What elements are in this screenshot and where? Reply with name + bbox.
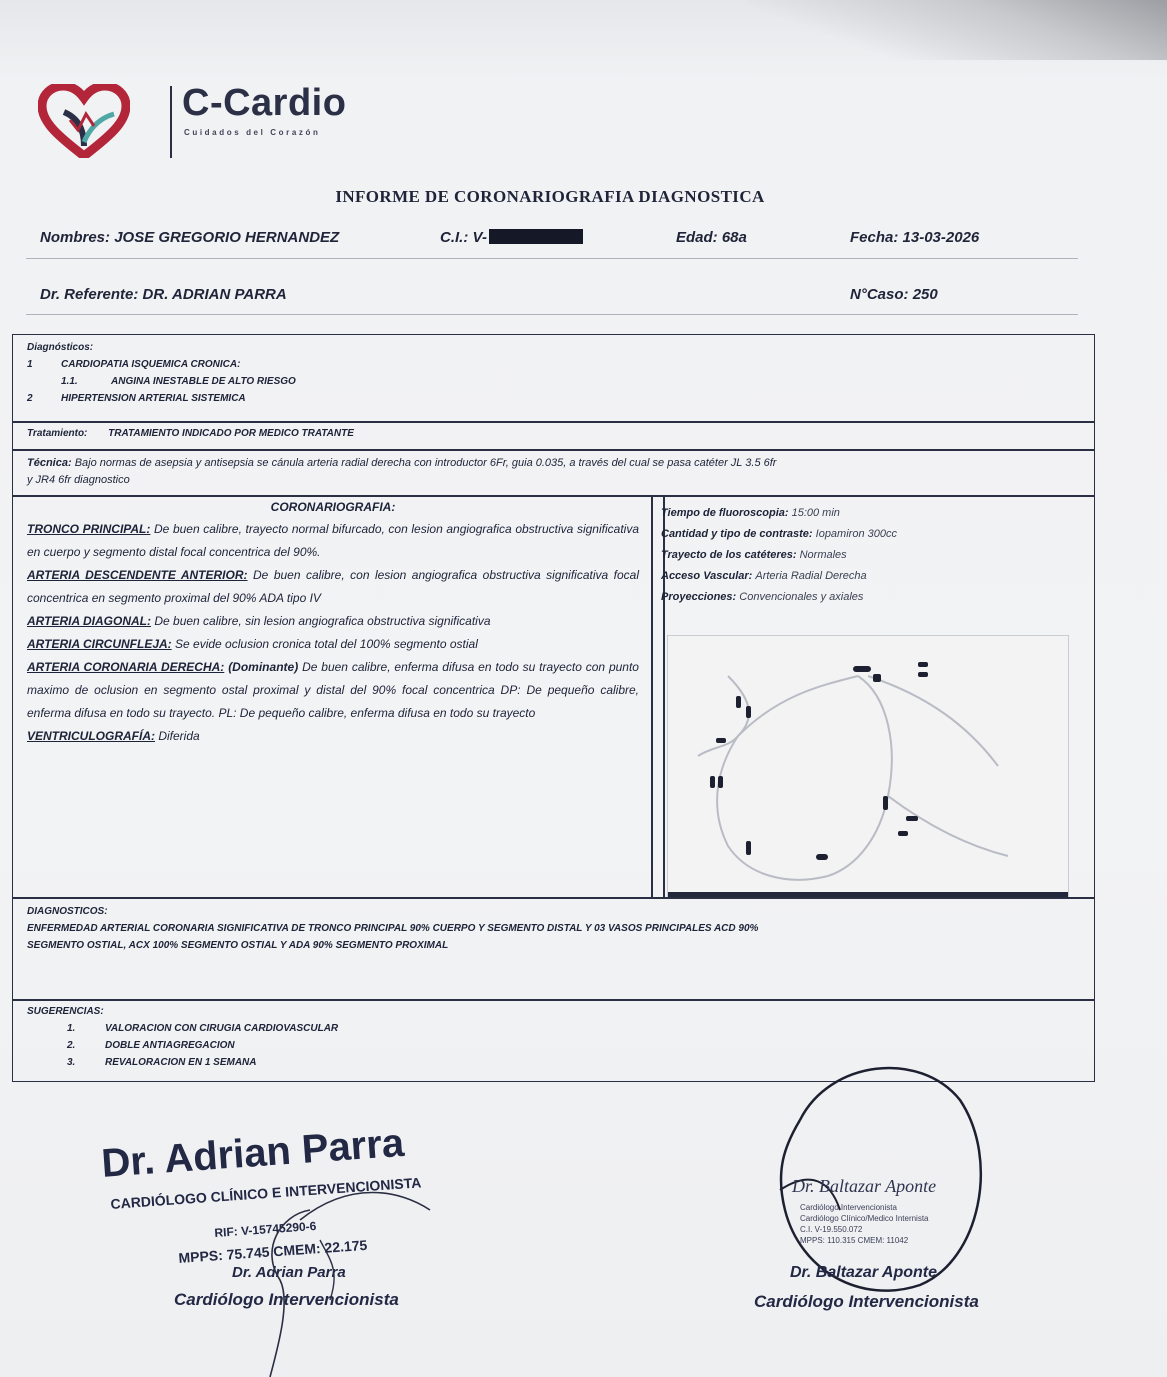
signature-right-name: Dr. Baltazar Aponte (790, 1264, 937, 1281)
row-divider (13, 897, 1094, 899)
circunfleja-text: Se evide oclusion cronica total del 100% segmento ostial (175, 637, 478, 651)
header-divider-2 (26, 314, 1078, 315)
item-num: 1 (27, 359, 33, 370)
info-label: Trayecto de los catéteres: (661, 549, 797, 561)
info-label: Proyecciones: (661, 591, 737, 603)
item-num: 3. (67, 1057, 76, 1068)
technique-line-1: Bajo normas de asepsia y antisepsia se cánula arteria radial derecha con introductor 6Fr, guia 0.035, a través del cual se pasa catéter JL 3.5 6fr (74, 457, 777, 469)
case-number (850, 286, 938, 303)
clinic-logo (38, 84, 358, 164)
item-num: 2. (67, 1040, 76, 1051)
stamp-right-name: Dr. Baltazar Aponte (792, 1176, 937, 1196)
technique-label: Técnica: (27, 457, 72, 469)
clinic-tagline: Cuidados del Corazón (184, 128, 321, 137)
suggestion-item (27, 1037, 338, 1054)
info-value: Convencionales y axiales (739, 591, 864, 603)
item-text: VALORACION CON CIRUGIA CARDIOVASCULAR (105, 1023, 339, 1034)
final-diagnostics-label: DIAGNOSTICOS: (27, 906, 108, 917)
stamp-right-details (800, 1202, 929, 1246)
signature-right-scribble (770, 1050, 1010, 1300)
clinic-name: C-Cardio (182, 82, 347, 124)
stamp-line: Cardiólogo Intervencionista (800, 1203, 897, 1212)
signature-left-sign-name: Dr. Adrian Parra (232, 1264, 346, 1281)
treatment-label: Tratamiento: (27, 428, 88, 439)
info-label: Acceso Vascular: (661, 570, 753, 582)
tronco-text: De buen calibre, trayecto normal bifurcado, con lesion angiografica obstructiva significativa en cuerpo y segmento distal focal concentrica del 90%. (27, 522, 639, 559)
coronary-diagram (667, 635, 1069, 899)
stamp-line: Cardiólogo Clínico/Medico Internista (800, 1214, 929, 1223)
suggestion-item (27, 1020, 338, 1037)
stamp-line: MPPS: 110.315 CMEM: 11042 (800, 1236, 909, 1245)
signature-right-role: Cardiólogo Intervencionista (754, 1292, 979, 1311)
diagonal-text: De buen calibre, sin lesion angiografica obstructiva significativa (154, 614, 491, 628)
item-text: REVALORACION EN 1 SEMANA (105, 1057, 257, 1068)
stamp-line: C.I. V-19.550.072 (800, 1225, 863, 1234)
fluoroscopy-time (661, 503, 897, 524)
contrast-info (661, 524, 897, 545)
row-divider (13, 999, 1094, 1001)
row-divider (13, 449, 1094, 451)
referrer-value: DR. ADRIAN PARRA (142, 286, 287, 303)
suggestion-item (27, 1054, 338, 1071)
coronaria-derecha-label: ARTERIA CORONARIA DERECHA: (27, 660, 225, 674)
coronariography-section (27, 499, 639, 748)
procedure-info (661, 503, 897, 608)
technique-row (27, 455, 1077, 489)
names-label: Nombres: (40, 229, 111, 246)
coronaria-derecha-text: De buen calibre, enferma difusa en todo su trayecto con punto maximo de oclusion en segmento ostal proximal y distal del 90% focal concentrica DP: De pequeño calibre, enferma difusa en todo su trayecto. PL: De pequeño calibre, enferma difusa en todo su trayecto (27, 660, 639, 720)
item-text: HIPERTENSION ARTERIAL SISTEMICA (61, 393, 246, 404)
item-text: DOBLE ANTIAGREGACION (105, 1040, 235, 1051)
item-num: 2 (27, 393, 33, 404)
final-diagnostics (27, 903, 1077, 954)
suggestions (27, 1003, 338, 1071)
names-value: JOSE GREGORIO HERNANDEZ (114, 229, 340, 246)
diagnostics-item-1 (27, 356, 296, 373)
case-label: N°Caso: (850, 286, 909, 303)
item-num: 1.1. (61, 376, 78, 387)
scan-shadow (747, 0, 1167, 60)
treatment-row (27, 425, 354, 442)
ada-label: ARTERIA DESCENDENTE ANTERIOR: (27, 568, 248, 582)
patient-name (40, 229, 339, 246)
final-diagnostics-line-2: SEGMENTO OSTIAL, ACX 100% SEGMENTO OSTIAL Y ADA 90% SEGMENTO PROXIMAL (27, 940, 449, 951)
treatment-text: TRATAMIENTO INDICADO POR MEDICO TRATANTE (108, 428, 354, 439)
ci-value: V- (472, 229, 487, 246)
age-value: 68a (721, 229, 747, 246)
signature-left-rif: RIF: V-15745290-6 (214, 1218, 317, 1240)
info-label: Cantidad y tipo de contraste: (661, 528, 813, 540)
header-divider (26, 258, 1078, 259)
report-title: INFORME DE CORONARIOGRAFIA DIAGNOSTICA (335, 187, 765, 206)
suggestions-label: SUGERENCIAS: (27, 1006, 104, 1017)
technique-line-2: y JR4 6fr diagnostico (27, 474, 130, 486)
ada-text: De buen calibre, con lesion angiografica obstructiva significativa focal concentrica en segmento proximal del 90% ADA tipo IV (27, 568, 639, 605)
diagonal-paragraph (27, 610, 639, 633)
tronco-paragraph (27, 518, 639, 564)
final-diagnostics-line-1: ENFERMEDAD ARTERIAL CORONARIA SIGNIFICATIVA DE TRONCO PRINCIPAL 90% CUERPO Y SEGMENTO DISTAL Y 03 VASOS PRINCIPALES ACD 90% (27, 923, 759, 934)
info-value: Normales (799, 549, 847, 561)
ventriculography-text: Diferida (158, 729, 200, 743)
coronary-tree-sketch (668, 636, 1068, 898)
info-label: Tiempo de fluoroscopia: (661, 507, 789, 519)
patient-age (676, 229, 747, 246)
logo-divider (170, 86, 172, 158)
item-text: CARDIOPATIA ISQUEMICA CRONICA: (61, 359, 241, 370)
report-table (12, 334, 1095, 1082)
row-divider (13, 421, 1094, 423)
info-value: 15:00 min (791, 507, 840, 519)
coronariography-heading: CORONARIOGRAFIA: (270, 500, 396, 514)
catheter-path (661, 545, 897, 566)
ada-paragraph (27, 564, 639, 610)
report-date (850, 229, 979, 246)
signature-left-mpps (178, 1237, 368, 1266)
coronaria-derecha-paragraph (27, 656, 639, 725)
row-divider (13, 495, 1094, 497)
projections (661, 587, 897, 608)
diagonal-label: ARTERIA DIAGONAL: (27, 614, 151, 628)
vascular-access (661, 566, 897, 587)
ci-label: C.I.: (440, 229, 469, 246)
circunfleja-label: ARTERIA CIRCUNFLEJA: (27, 637, 172, 651)
diagnostics-item-1-1 (27, 373, 296, 390)
age-label: Edad: (676, 229, 718, 246)
column-divider (651, 495, 653, 897)
referrer-label: Dr. Referente: (40, 286, 139, 303)
info-value: Arteria Radial Derecha (755, 570, 867, 582)
mpps-text: MPPS: 75.745 CMEM: 22.175 (178, 1236, 368, 1266)
tronco-label: TRONCO PRINCIPAL: (27, 522, 151, 536)
signature-left-name: Dr. Adrian Parra (100, 1120, 406, 1186)
diagnostics-label: Diagnósticos: (27, 342, 94, 353)
circunfleja-paragraph (27, 633, 639, 656)
diagnostics-item-2 (27, 390, 296, 407)
redaction-bar (489, 229, 583, 244)
heart-logo-icon (38, 84, 130, 158)
patient-ci (440, 229, 583, 246)
diagnostics-section (27, 339, 296, 407)
dominance-label: (Dominante) (228, 660, 299, 674)
signature-left-role: Cardiólogo Intervencionista (174, 1290, 399, 1309)
date-label: Fecha: (850, 229, 899, 246)
date-value: 13-03-2026 (902, 229, 980, 246)
item-num: 1. (67, 1023, 76, 1034)
item-text: ANGINA INESTABLE DE ALTO RIESGO (111, 376, 296, 387)
info-value: Iopamiron 300cc (815, 528, 897, 540)
signature-left-specialty: CARDIÓLOGO CLÍNICO E INTERVENCIONISTA (110, 1174, 422, 1212)
ventriculography-paragraph (27, 725, 639, 748)
referring-doctor (40, 286, 287, 303)
case-value: 250 (912, 286, 938, 303)
ventriculography-label: VENTRICULOGRAFÍA: (27, 729, 155, 743)
